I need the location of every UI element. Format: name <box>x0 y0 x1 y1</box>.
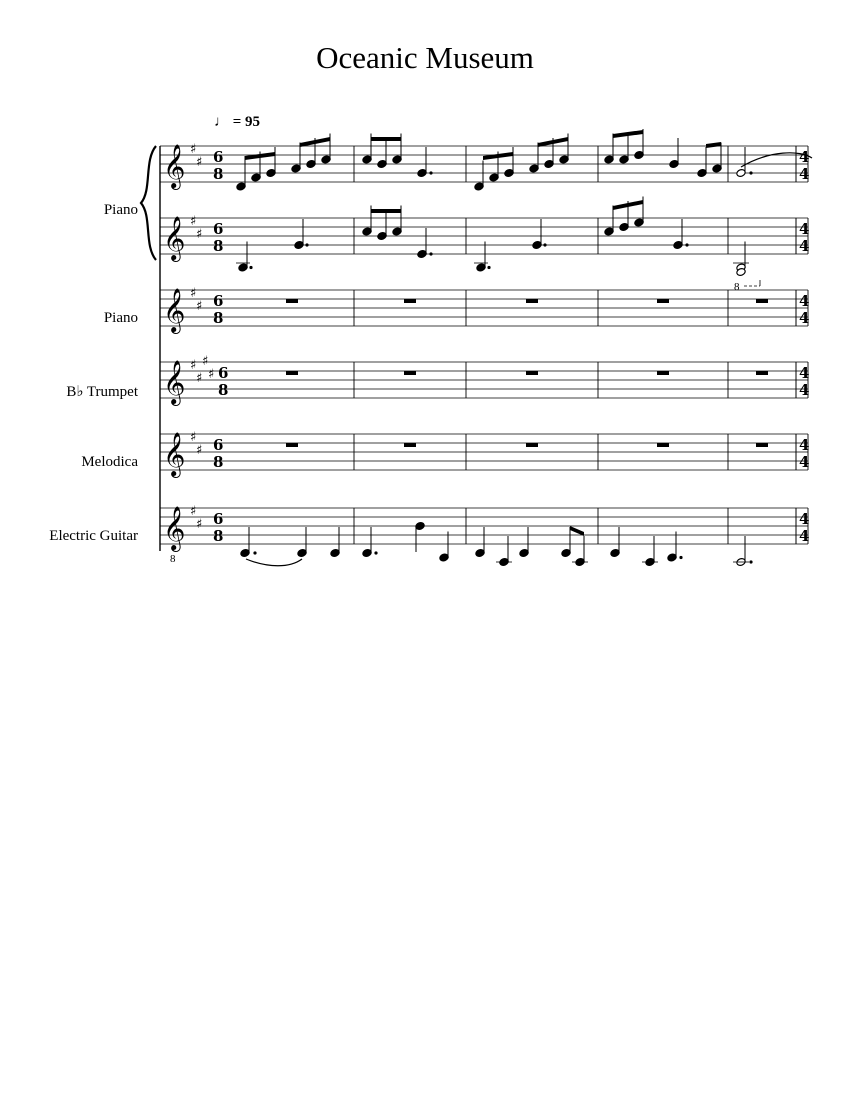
time-sig-numerator: 6 <box>213 220 224 238</box>
key-sharp-icon: ♯ <box>196 517 203 532</box>
whole-rest <box>404 443 416 447</box>
tie <box>246 559 302 566</box>
time-sig-end-numerator: 4 <box>799 436 810 454</box>
beam <box>371 137 401 141</box>
whole-rest <box>657 443 669 447</box>
time-sig-numerator: 6 <box>213 510 224 528</box>
beam <box>570 526 584 536</box>
time-sig-end-denominator: 4 <box>799 381 810 399</box>
piano-2-label: Piano <box>103 310 138 326</box>
time-sig-end-denominator: 4 <box>799 453 810 471</box>
whole-rest <box>657 371 669 375</box>
whole-rest <box>286 443 298 447</box>
key-sharp-icon: ♯ <box>196 371 203 386</box>
whole-rest <box>756 443 768 447</box>
dot <box>429 171 432 174</box>
beam <box>371 209 401 213</box>
key-sharp-icon: ♯ <box>190 358 197 373</box>
dot <box>374 551 377 554</box>
treble-clef-icon: 𝄞 <box>163 506 186 550</box>
time-sig-end-numerator: 4 <box>799 292 810 310</box>
key-sharp-icon: ♯ <box>190 504 197 519</box>
guitar-octave-label: 8 <box>170 553 176 565</box>
time-sig-denominator: 8 <box>213 237 224 255</box>
dot <box>543 243 546 246</box>
time-sig-end-numerator: 4 <box>799 148 810 166</box>
dot <box>749 171 752 174</box>
dot <box>487 266 490 269</box>
whole-rest <box>404 371 416 375</box>
key-sharp-icon: ♯ <box>208 367 215 382</box>
time-sig-denominator: 8 <box>213 309 224 327</box>
key-sharp-icon: ♯ <box>190 430 197 445</box>
whole-rest <box>286 371 298 375</box>
score-title: Oceanic Museum <box>316 40 534 75</box>
piano-group-label: Piano <box>103 202 138 218</box>
key-sharp-icon: ♯ <box>196 443 203 458</box>
key-sharp-icon: ♯ <box>196 299 203 314</box>
dot <box>679 556 682 559</box>
whole-rest <box>526 371 538 375</box>
time-sig-end-numerator: 4 <box>799 510 810 528</box>
treble-clef-icon: 𝄞 <box>163 144 186 188</box>
guitar-label: Electric Guitar <box>49 528 138 544</box>
whole-rest <box>756 371 768 375</box>
treble-clef-icon: 𝄞 <box>163 432 186 476</box>
time-sig-denominator: 8 <box>213 527 224 545</box>
whole-rest <box>404 299 416 303</box>
time-sig-end-denominator: 4 <box>799 309 810 327</box>
time-sig-end-numerator: 4 <box>799 364 810 382</box>
key-sharp-icon: ♯ <box>190 142 197 157</box>
treble-clef-icon: 𝄞 <box>163 360 186 404</box>
time-sig-denominator: 8 <box>213 453 224 471</box>
dot <box>685 243 688 246</box>
time-sig-end-numerator: 4 <box>799 220 810 238</box>
whole-rest <box>526 443 538 447</box>
treble-clef-icon: 𝄞 <box>163 216 186 260</box>
dot <box>305 243 308 246</box>
time-sig-numerator: 6 <box>218 364 229 382</box>
trumpet-label: B♭ Trumpet <box>66 384 138 400</box>
ottava-label: 8 <box>734 281 740 293</box>
key-sharp-icon: ♯ <box>190 214 197 229</box>
time-sig-end-denominator: 4 <box>799 527 810 545</box>
time-sig-numerator: 6 <box>213 148 224 166</box>
dot <box>249 266 252 269</box>
melodica-label: Melodica <box>81 454 138 470</box>
dot <box>749 560 752 563</box>
time-sig-denominator: 8 <box>213 165 224 183</box>
time-sig-numerator: 6 <box>213 292 224 310</box>
key-sharp-icon: ♯ <box>196 227 203 242</box>
whole-rest <box>286 299 298 303</box>
whole-rest <box>756 299 768 303</box>
key-sharp-icon: ♯ <box>202 354 209 369</box>
piano-brace <box>141 146 156 260</box>
dot <box>253 551 256 554</box>
key-sharp-icon: ♯ <box>196 155 203 170</box>
tempo-marking: ♩ = 95 <box>214 114 261 130</box>
key-sharp-icon: ♯ <box>190 286 197 301</box>
staff-group <box>160 129 812 566</box>
whole-rest <box>657 299 669 303</box>
time-sig-numerator: 6 <box>213 436 224 454</box>
beam <box>706 142 721 148</box>
whole-rest <box>526 299 538 303</box>
time-sig-end-denominator: 4 <box>799 237 810 255</box>
dot <box>429 252 432 255</box>
time-sig-end-denominator: 4 <box>799 165 810 183</box>
time-sig-denominator: 8 <box>218 381 229 399</box>
treble-clef-icon: 𝄞 <box>163 288 186 332</box>
